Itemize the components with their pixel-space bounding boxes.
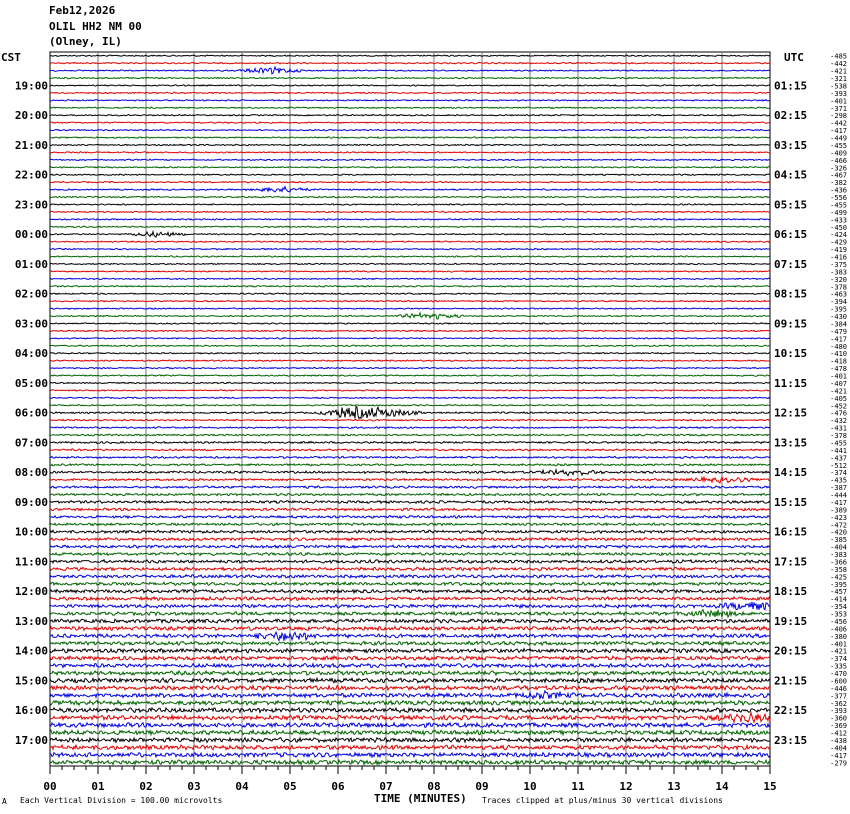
trace-value: -414 [830,595,847,604]
trace-value: -499 [830,208,847,217]
utc-label: UTC [784,51,804,64]
seismic-trace [50,686,770,690]
scale-note: Each Vertical Division = 100.00 microvolts [20,796,223,805]
seismic-trace [50,301,770,302]
trace-value: -442 [830,60,847,69]
clip-note: Traces clipped at plus/minus 30 vertical divisions [482,796,723,805]
trace-value: -384 [830,320,847,329]
trace-value-labels [830,53,847,768]
utc-time-label: 11:15 [774,376,808,390]
seismic-trace [50,671,770,675]
trace-value: -393 [830,89,847,98]
cst-time-label: 10:00 [14,525,48,539]
trace-value: -362 [830,699,847,708]
trace-value: -412 [830,729,847,738]
seismic-trace [50,538,770,541]
trace-value: -423 [830,513,847,522]
trace-value: -321 [830,75,847,84]
seismic-trace [50,100,770,101]
trace-value: -389 [830,506,847,515]
seismic-trace [50,545,770,548]
cst-time-label: 14:00 [14,644,48,658]
seismic-trace [50,708,770,713]
seismic-trace [50,67,770,74]
trace-value: -320 [830,275,847,284]
x-tick-label: 03 [187,780,201,793]
trace-value: -463 [830,290,847,299]
seismic-trace [50,345,770,346]
trace-value: -512 [830,461,847,470]
utc-time-label: 17:15 [774,555,808,569]
trace-value: -436 [830,186,847,195]
seismic-trace [50,723,770,728]
seismic-trace [50,360,770,361]
x-tick-label: 04 [235,780,249,793]
utc-time-label: 18:15 [774,585,808,599]
cst-time-label: 22:00 [14,168,48,182]
seismic-trace [50,753,770,758]
trace-value: -404 [830,543,847,552]
utc-time-label: 08:15 [774,287,808,301]
x-tick-label: 01 [91,780,105,793]
trace-value: -416 [830,253,847,262]
trace-value: -485 [830,52,847,61]
seismic-trace [50,63,770,64]
seismic-trace [50,442,770,444]
utc-time-label: 21:15 [774,674,808,688]
seismic-trace [50,523,770,526]
trace-value: -394 [830,298,847,307]
seismic-trace [50,55,770,56]
seismic-trace [50,159,770,160]
seismic-trace [50,107,770,108]
trace-value: -438 [830,736,847,745]
seismic-trace [50,516,770,519]
seismic-trace [50,271,770,272]
seismic-trace [50,382,770,383]
trace-value: -444 [830,491,847,500]
trace-value: -366 [830,558,847,567]
trace-value: -382 [830,179,847,188]
seismic-trace [50,641,770,645]
trace-value: -383 [830,551,847,560]
seismic-trace [50,730,770,735]
trace-value: -437 [830,454,847,463]
trace-value: -600 [830,677,847,686]
utc-time-label: 10:15 [774,347,808,361]
x-axis-title: TIME (MINUTES) [374,792,467,805]
x-tick-label: 05 [283,780,297,793]
seismic-trace [50,406,770,418]
seismic-trace [50,187,770,192]
seismic-trace [50,597,770,601]
cst-time-label: 05:00 [14,376,48,390]
trace-value: -401 [830,640,847,649]
seismic-trace [50,553,770,556]
trace-value: -424 [830,231,847,240]
seismic-trace [50,649,770,653]
seismic-trace [50,434,770,436]
trace-value: -478 [830,365,847,374]
trace-value: -421 [830,67,847,76]
x-tick-label: 06 [331,780,345,793]
seismic-trace [50,691,770,699]
trace-value: -421 [830,647,847,656]
seismic-trace [50,323,770,324]
seismic-trace [50,174,770,175]
trace-value: -442 [830,119,847,128]
cst-time-label: 08:00 [14,466,48,480]
trace-value: -441 [830,446,847,455]
trace-value: -467 [830,171,847,180]
utc-time-label: 14:15 [774,466,808,480]
trace-value: -430 [830,313,847,322]
seismic-trace [50,263,770,264]
utc-time-label: 12:15 [774,406,808,420]
trace-value: -354 [830,603,847,612]
cst-time-label: 13:00 [14,614,48,628]
seismic-trace [50,226,770,227]
cst-time-label: 07:00 [14,436,48,450]
trace-value: -433 [830,216,847,225]
seismic-trace [50,449,770,451]
trace-value: -369 [830,722,847,731]
seismic-trace [50,701,770,706]
seismic-trace [50,656,770,660]
trace-value: -556 [830,194,847,203]
seismic-trace [50,241,770,242]
utc-time-label: 03:15 [774,138,808,152]
x-axis [43,766,776,793]
seismic-trace [50,575,770,578]
trace-value: -435 [830,476,847,485]
seismic-trace [50,196,770,197]
seismic-trace [50,508,770,511]
trace-value: -479 [830,327,847,336]
seismic-trace [50,589,770,593]
plot-date: Feb12,2026 [49,4,116,17]
seismic-traces [50,55,770,765]
trace-value: -326 [830,164,847,173]
seismic-trace [50,760,770,765]
seismic-trace [50,738,770,743]
seismic-trace [50,470,770,476]
seismic-trace [50,627,770,631]
cst-time-label: 21:00 [14,138,48,152]
utc-time-label: 02:15 [774,109,808,123]
trace-value: -395 [830,580,847,589]
x-tick-label: 08 [427,780,441,793]
trace-value: -409 [830,149,847,158]
seismic-trace [50,397,770,399]
trace-value: -455 [830,201,847,210]
utc-time-label: 16:15 [774,525,808,539]
trace-value: -431 [830,424,847,433]
seismic-trace [50,338,770,339]
cst-time-label: 01:00 [14,257,48,271]
x-tick-label: 02 [139,780,153,793]
trace-value: -374 [830,469,847,478]
seismic-trace [50,293,770,294]
trace-value: -417 [830,498,847,507]
trace-value: -374 [830,655,847,664]
utc-time-label: 05:15 [774,198,808,212]
seismic-trace [50,619,770,623]
seismic-trace [50,115,770,116]
trace-value: -418 [830,357,847,366]
x-tick-label: 14 [715,780,729,793]
cst-time-label: 12:00 [14,585,48,599]
utc-time-labels [774,79,807,747]
seismic-trace [50,129,770,130]
seismic-trace [50,486,770,488]
seismic-trace [50,610,770,618]
utc-time-label: 19:15 [774,614,808,628]
cst-time-label: 16:00 [14,704,48,718]
seismic-trace [50,560,770,563]
trace-value: -401 [830,97,847,106]
seismic-trace [50,248,770,249]
cst-time-label: 19:00 [14,79,48,93]
seismic-trace [50,278,770,279]
trace-value: -417 [830,335,847,344]
trace-value: -385 [830,536,847,545]
seismic-trace [50,330,770,331]
utc-time-label: 15:15 [774,495,808,509]
cst-label: CST [1,51,21,64]
logo-mark: A [2,797,7,806]
seismic-trace [50,582,770,585]
station-location: (Olney, IL) [49,35,122,48]
trace-value: -419 [830,246,847,255]
cst-time-label: 03:00 [14,317,48,331]
seismic-trace [50,390,770,391]
trace-value: -358 [830,565,847,574]
trace-value: -449 [830,134,847,143]
utc-time-label: 22:15 [774,704,808,718]
trace-value: -452 [830,402,847,411]
seismic-trace [50,182,770,183]
x-tick-label: 09 [475,780,489,793]
trace-value: -360 [830,714,847,723]
seismic-trace [50,308,770,309]
trace-value: -450 [830,223,847,232]
seismic-trace [50,122,770,123]
trace-value: -432 [830,417,847,426]
trace-value: -446 [830,684,847,693]
trace-value: -456 [830,617,847,626]
seismic-trace [50,713,770,723]
x-tick-label: 15 [763,780,777,793]
utc-time-label: 01:15 [774,79,808,93]
cst-time-label: 11:00 [14,555,48,569]
seismic-trace [50,211,770,212]
trace-value: -393 [830,707,847,716]
seismic-trace [50,167,770,168]
seismic-trace [50,405,770,406]
trace-value: -298 [830,112,847,121]
trace-value: -383 [830,268,847,277]
cst-time-label: 15:00 [14,674,48,688]
trace-value: -407 [830,379,847,388]
trace-value: -279 [830,759,847,768]
x-tick-label: 12 [619,780,633,793]
x-tick-label: 11 [571,780,585,793]
trace-value: -353 [830,610,847,619]
utc-time-label: 20:15 [774,644,808,658]
cst-time-label: 09:00 [14,495,48,509]
trace-value: -417 [830,127,847,136]
trace-value: -472 [830,521,847,530]
trace-value: -401 [830,372,847,381]
seismic-trace [50,77,770,78]
utc-time-label: 13:15 [774,436,808,450]
seismic-trace [50,313,770,319]
seismic-trace [50,632,770,641]
seismic-trace [50,501,770,504]
cst-time-label: 00:00 [14,228,48,242]
trace-value: -410 [830,350,847,359]
trace-value: -380 [830,632,847,641]
seismic-trace [50,353,770,354]
utc-time-label: 09:15 [774,317,808,331]
trace-value: -377 [830,692,847,701]
trace-value: -375 [830,260,847,269]
utc-time-label: 04:15 [774,168,808,182]
seismic-trace [50,678,770,683]
cst-time-label: 20:00 [14,109,48,123]
seismic-trace [50,375,770,376]
cst-time-label: 17:00 [14,733,48,747]
seismic-trace [50,204,770,205]
trace-value: -429 [830,238,847,247]
trace-value: -371 [830,104,847,113]
seismic-trace [50,144,770,145]
x-tick-label: 07 [379,780,393,793]
cst-time-labels [15,79,48,747]
cst-time-label: 06:00 [14,406,48,420]
trace-value: -476 [830,409,847,418]
station-code: OLIL HH2 NM 00 [49,20,142,33]
seismic-trace [50,456,770,458]
trace-value: -457 [830,588,847,597]
seismic-trace [50,232,770,238]
trace-value: -455 [830,439,847,448]
seismic-trace [50,219,770,220]
trace-value: -470 [830,670,847,679]
trace-value: -480 [830,342,847,351]
seismic-trace [50,477,770,483]
trace-value: -538 [830,82,847,91]
trace-value: -417 [830,751,847,760]
cst-time-label: 02:00 [14,287,48,301]
seismic-trace [50,745,770,750]
trace-value: -466 [830,156,847,165]
seismic-trace [50,367,770,368]
seismic-trace [50,286,770,287]
seismic-trace [50,530,770,533]
trace-value: -405 [830,394,847,403]
trace-value: -455 [830,141,847,150]
seismic-trace [50,419,770,421]
seismic-trace [50,427,770,429]
trace-value: -378 [830,432,847,441]
trace-value: -395 [830,305,847,314]
seismic-trace [50,567,770,570]
seismic-trace [50,85,770,86]
seismic-trace [50,664,770,668]
x-tick-label: 10 [523,780,537,793]
seismic-trace [50,152,770,153]
trace-value: -404 [830,744,847,753]
seismic-trace [50,92,770,93]
x-tick-label: 00 [43,780,57,793]
utc-time-label: 07:15 [774,257,808,271]
trace-value: -406 [830,625,847,634]
seismic-trace [50,464,770,466]
trace-value: -421 [830,387,847,396]
seismic-trace [50,256,770,257]
trace-value: -425 [830,573,847,582]
utc-time-label: 06:15 [774,228,808,242]
trace-value: -335 [830,662,847,671]
trace-value: -387 [830,484,847,493]
trace-value: -378 [830,283,847,292]
seismic-trace [50,602,770,610]
seismic-trace [50,493,770,495]
cst-time-label: 23:00 [14,198,48,212]
x-tick-label: 13 [667,780,681,793]
trace-value: -420 [830,528,847,537]
cst-time-label: 04:00 [14,347,48,361]
utc-time-label: 23:15 [774,733,808,747]
seismic-trace [50,137,770,138]
